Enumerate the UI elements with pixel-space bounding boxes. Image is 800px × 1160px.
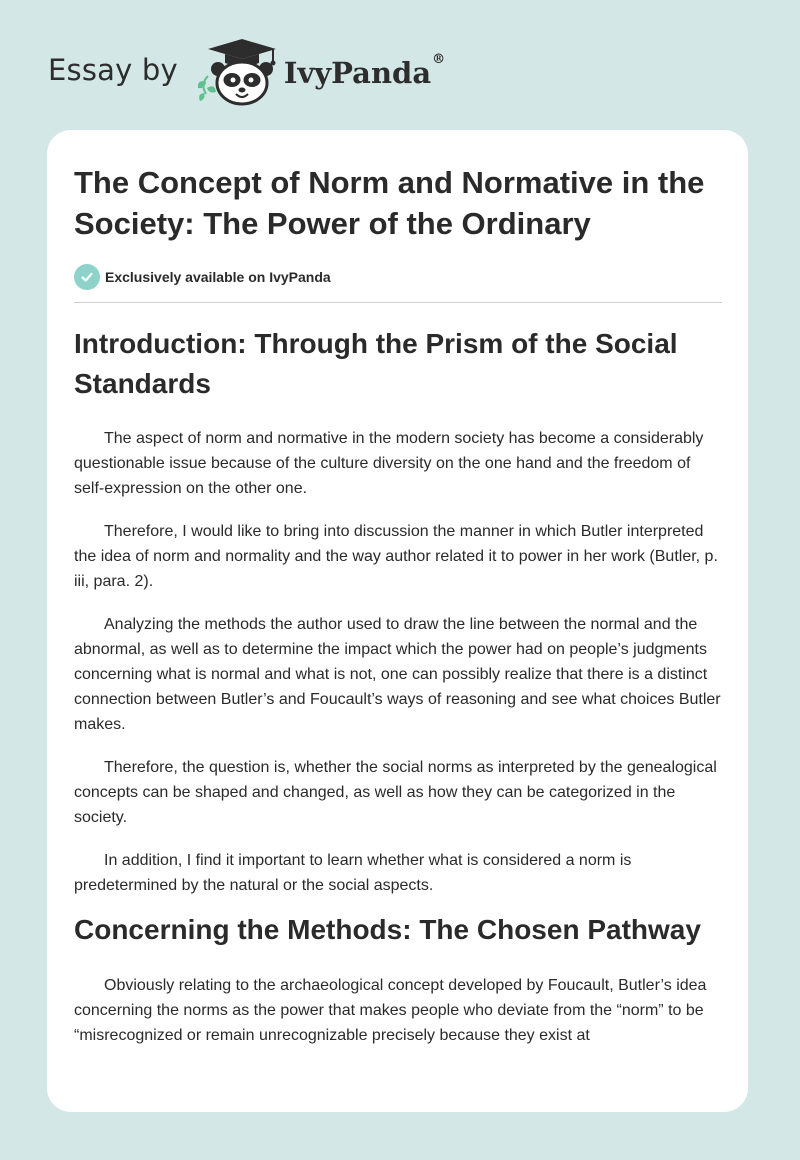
panda-graduation-cap-icon[interactable] — [194, 36, 286, 108]
paragraph: In addition, I find it important to learn whether what is considered a norm is predetermined by the natural or the social aspects. — [74, 852, 632, 894]
essay-by-label: Essay by — [48, 53, 178, 87]
site-header — [48, 36, 445, 108]
paragraph: The aspect of norm and normative in the modern society has become a considerably questionable issue because of the culture diversity on the one hand and the freedom of self-expression on the other one. — [74, 430, 704, 497]
divider — [74, 302, 722, 303]
exclusive-badge — [74, 264, 722, 290]
section-heading-methods: Concerning the Methods: The Chosen Pathway — [74, 914, 701, 945]
exclusive-label: Exclusively available on IvyPanda — [105, 269, 331, 285]
registered-mark: ® — [432, 52, 446, 67]
essay-card — [47, 130, 748, 1112]
paragraph: Obviously relating to the archaeological concept developed by Foucault, Butler’s idea concerning the norms as the power that makes people who deviate from the “norm” to be “misrecognized or remain unrecognizable precisely because they exist at — [74, 977, 707, 1044]
paragraph: Analyzing the methods the author used to draw the line between the normal and the abnormal, as well as to determine the impact which the power had on people’s judgments concerning what is normal and what is not, one can possibly realize that there is a distinct connection between Butler’s and Foucault’s ways of reasoning and see what choices Butler makes. — [74, 616, 721, 733]
ivypanda-logo-text[interactable] — [283, 52, 446, 90]
section-heading-introduction: Introduction: Through the Prism of the Social Standards — [74, 328, 678, 399]
essay-title: The Concept of Norm and Normative in the Society: The Power of the Ordinary — [74, 165, 705, 241]
logo-name: IvyPanda — [283, 56, 432, 90]
paragraph: Therefore, the question is, whether the social norms as interpreted by the genealogical concepts can be shaped and changed, as well as how they can be categorized in the society. — [74, 759, 717, 826]
check-icon — [74, 264, 100, 290]
paragraph: Therefore, I would like to bring into discussion the manner in which Butler interpreted the idea of norm and normality and the way author related it to power in her work (Butler, p. iii, para. 2). — [74, 523, 718, 590]
